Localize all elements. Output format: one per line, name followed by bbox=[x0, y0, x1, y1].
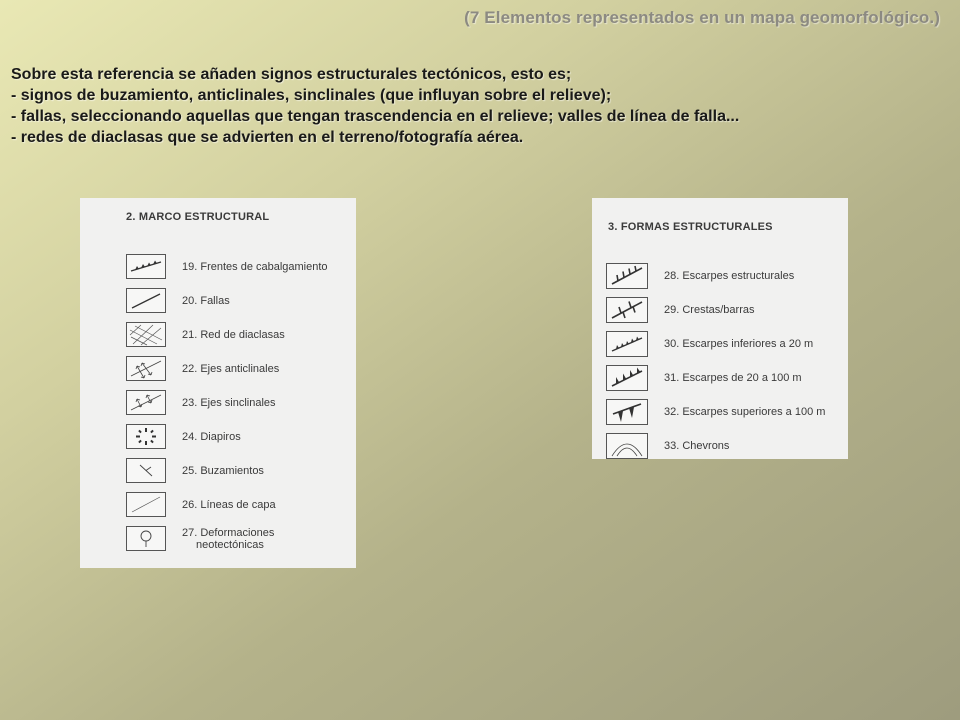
formas-estructurales-title: 3. FORMAS ESTRUCTURALES bbox=[608, 221, 773, 233]
joint-network-icon bbox=[126, 322, 166, 347]
legend-row-19 bbox=[126, 254, 328, 279]
scarp-20-100m-icon bbox=[606, 365, 648, 391]
scarp-under-20m-icon bbox=[606, 331, 648, 357]
legend-row-33 bbox=[606, 433, 729, 459]
thrust-front-icon bbox=[126, 254, 166, 279]
legend-row-20 bbox=[126, 288, 230, 313]
bed-line-icon bbox=[126, 492, 166, 517]
scarp-over-100m-icon bbox=[606, 399, 648, 425]
slide-title: (7 Elementos representados en un mapa geomorfológico.) bbox=[464, 8, 940, 27]
legend-label-33: 33. Chevrons bbox=[664, 440, 730, 452]
legend-row-29 bbox=[606, 297, 754, 323]
legend-label-24: 24. Diapiros bbox=[182, 430, 241, 443]
legend-row-23 bbox=[126, 390, 276, 415]
legend-label-22: 22. Ejes anticlinales bbox=[182, 362, 280, 375]
structural-scarp-icon bbox=[606, 263, 648, 289]
intro-line-3: - fallas, seleccionando aquellas que tengan trascendencia en el relieve; valles de línea de falla... bbox=[11, 108, 740, 125]
formas-estructurales-legend bbox=[592, 198, 848, 459]
intro-text bbox=[11, 64, 951, 148]
anticline-axis-icon bbox=[126, 356, 166, 381]
legend-row-24 bbox=[126, 424, 241, 449]
intro-line-2: - signos de buzamiento, anticlinales, sinclinales (que influyan sobre el relieve); bbox=[11, 87, 612, 104]
legend-label-27 bbox=[182, 527, 274, 551]
legend-label-29: 29. Crestas/barras bbox=[664, 304, 755, 316]
legend-row-22 bbox=[126, 356, 279, 381]
fault-icon bbox=[126, 288, 166, 313]
legend-row-30 bbox=[606, 331, 813, 357]
marco-estructural-title: 2. MARCO ESTRUCTURAL bbox=[126, 211, 270, 223]
legend-row-21 bbox=[126, 322, 285, 347]
legend-label-27-line2: neotectónicas bbox=[196, 538, 264, 551]
legend-label-23: 23. Ejes sinclinales bbox=[182, 396, 276, 409]
legend-label-30: 30. Escarpes inferiores a 20 m bbox=[664, 338, 814, 350]
legend-label-26: 26. Líneas de capa bbox=[182, 498, 276, 511]
diapir-icon bbox=[126, 424, 166, 449]
crest-bar-icon bbox=[606, 297, 648, 323]
legend-label-32: 32. Escarpes superiores a 100 m bbox=[664, 406, 826, 418]
legend-row-27 bbox=[126, 526, 274, 551]
intro-line-4: - redes de diaclasas que se advierten en el terreno/fotografía aérea. bbox=[11, 129, 524, 146]
chevrons-icon bbox=[606, 433, 648, 459]
legend-label-20: 20. Fallas bbox=[182, 294, 230, 307]
legend-label-27-line1: 27. Deformaciones bbox=[182, 526, 275, 539]
legend-row-32 bbox=[606, 399, 825, 425]
legend-row-28 bbox=[606, 263, 794, 289]
legend-label-19: 19. Frentes de cabalgamiento bbox=[182, 260, 328, 273]
legend-row-26 bbox=[126, 492, 276, 517]
legend-label-21: 21. Red de diaclasas bbox=[182, 328, 285, 341]
legend-row-25 bbox=[126, 458, 264, 483]
intro-line-1: Sobre esta referencia se añaden signos estructurales tectónicos, esto es; bbox=[11, 66, 572, 83]
marco-estructural-legend bbox=[80, 198, 356, 568]
legend-label-28: 28. Escarpes estructurales bbox=[664, 270, 795, 282]
syncline-axis-icon bbox=[126, 390, 166, 415]
neotectonic-deformation-icon bbox=[126, 526, 166, 551]
legend-label-25: 25. Buzamientos bbox=[182, 464, 264, 477]
legend-label-31: 31. Escarpes de 20 a 100 m bbox=[664, 372, 802, 384]
dip-icon bbox=[126, 458, 166, 483]
legend-row-31 bbox=[606, 365, 802, 391]
